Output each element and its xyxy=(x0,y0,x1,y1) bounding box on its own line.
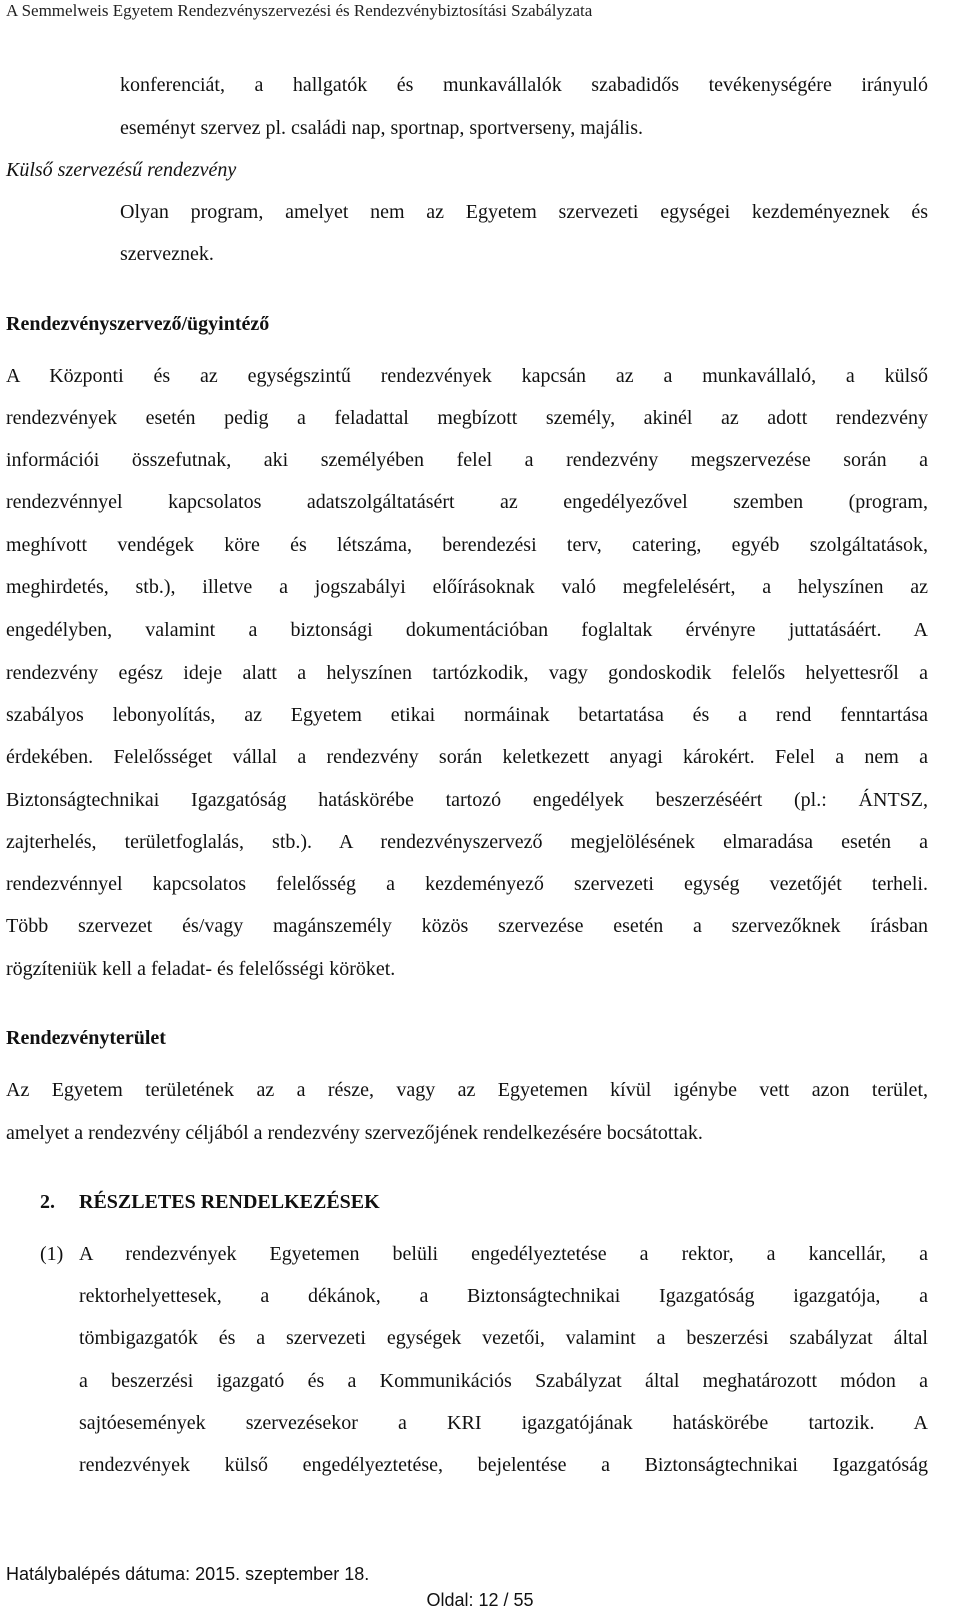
def-szervezo-line: rendezvények esetén pedig a feladattal megbízott személy, akinél az adott rendezvény xyxy=(6,407,928,429)
def-szervezo-line: Biztonságtechnikai Igazgatóság hatáskörébe tartozó engedélyek beszerzéséért (pl.: ÁNTSZ, xyxy=(6,789,928,811)
def-prev-line-2: eseményt szervez pl. családi nap, sportnap, sportverseny, majális. xyxy=(120,117,643,139)
def-szervezo-line: engedélyben, valamint a biztonsági dokumentációban foglaltak érvényre juttatásáért. A xyxy=(6,619,928,641)
term-rendezvenyszervezo: Rendezvényszervező/ügyintéző xyxy=(6,313,270,335)
paragraph-1-line: rendezvények külső engedélyeztetése, bejelentése a Biztonságtechnikai Igazgatóság xyxy=(79,1454,928,1476)
paragraph-marker: (1) xyxy=(40,1243,64,1265)
def-szervezo-line: zajterhelés, területfoglalás, stb.). A rendezvényszervező megjelölésének elmaradása esetén a xyxy=(6,831,928,853)
term-kulso-szervezesu: Külső szervezésű rendezvény xyxy=(6,159,237,181)
def-szervezo-line: szabályos lebonyolítás, az Egyetem etikai normáinak betartatása és a rend fenntartása xyxy=(6,704,928,726)
def-szervezo-line: érdekében. Felelősséget vállal a rendezvény során keletkezett anyagi károkért. Felel a nem a xyxy=(6,746,928,768)
def-szervezo-line: rendezvénnyel kapcsolatos felelősség a kezdeményező szervezeti egység vezetőjét terheli. xyxy=(6,873,928,895)
def-szervezo-line: meghirdetés, stb.), illetve a jogszabályi előírásoknak való megfelelésért, a helyszínen az xyxy=(6,576,928,598)
effective-date: Hatálybalépés dátuma: 2015. szeptember 18. xyxy=(6,1564,370,1584)
def-szervezo-line: rendezvénnyel kapcsolatos adatszolgáltatásért az engedélyezővel szemben (program, xyxy=(6,491,928,513)
def-prev-line-1: konferenciát, a hallgatók és munkavállalók szabadidős tevékenységére irányuló xyxy=(120,74,928,96)
def-szervezo-line: rendezvény egész ideje alatt a helyszínen tartózkodik, vagy gondoskodik felelős helyettesről a xyxy=(6,662,928,684)
def-szervezo-line: meghívott vendégek köre és létszáma, berendezési terv, catering, egyéb szolgáltatások, xyxy=(6,534,928,556)
paragraph-1-line: rektorhelyettesek, a dékánok, a Biztonságtechnikai Igazgatóság igazgatója, a xyxy=(79,1285,928,1307)
page-number: Oldal: 12 / 55 xyxy=(426,1590,534,1610)
paragraph-1-line: tömbigazgatók és a szervezeti egységek vezetői, valamint a beszerzési szabályzat által xyxy=(79,1327,928,1349)
term-rendezvenyterulet: Rendezvényterület xyxy=(6,1027,166,1049)
def-szervezo-line: Több szervezet és/vagy magánszemély közös szervezése esetén a szervezőknek írásban xyxy=(6,915,928,937)
running-header: A Semmelweis Egyetem Rendezvényszervezési és Rendezvénybiztosítási Szabályzata xyxy=(6,1,593,20)
section-number: 2. xyxy=(40,1191,55,1213)
paragraph-1-line: a beszerzési igazgató és a Kommunikációs Szabályzat által meghatározott módon a xyxy=(79,1370,928,1392)
def-szervezo-line: A Központi és az egységszintű rendezvények kapcsán az a munkavállaló, a külső xyxy=(6,365,928,387)
def-terulet-line: amelyet a rendezvény céljából a rendezvény szervezőjének rendelkezésére bocsátottak. xyxy=(6,1122,703,1144)
def-kulso-line-2: szerveznek. xyxy=(120,243,214,265)
def-kulso-line-1: Olyan program, amelyet nem az Egyetem szervezeti egységei kezdeményeznek és xyxy=(120,201,928,223)
paragraph-1-line: A rendezvények Egyetemen belüli engedélyeztetése a rektor, a kancellár, a xyxy=(79,1243,928,1265)
section-title: RÉSZLETES RENDELKEZÉSEK xyxy=(79,1191,380,1213)
paragraph-1-line: sajtóesemények szervezésekor a KRI igazgatójának hatáskörébe tartozik. A xyxy=(79,1412,928,1434)
def-szervezo-line: rögzíteniük kell a feladat- és felelősségi köröket. xyxy=(6,958,396,980)
def-szervezo-line: információi összefutnak, aki személyében felel a rendezvény megszervezése során a xyxy=(6,449,928,471)
def-terulet-line: Az Egyetem területének az a része, vagy az Egyetemen kívül igénybe vett azon terület, xyxy=(6,1079,928,1101)
